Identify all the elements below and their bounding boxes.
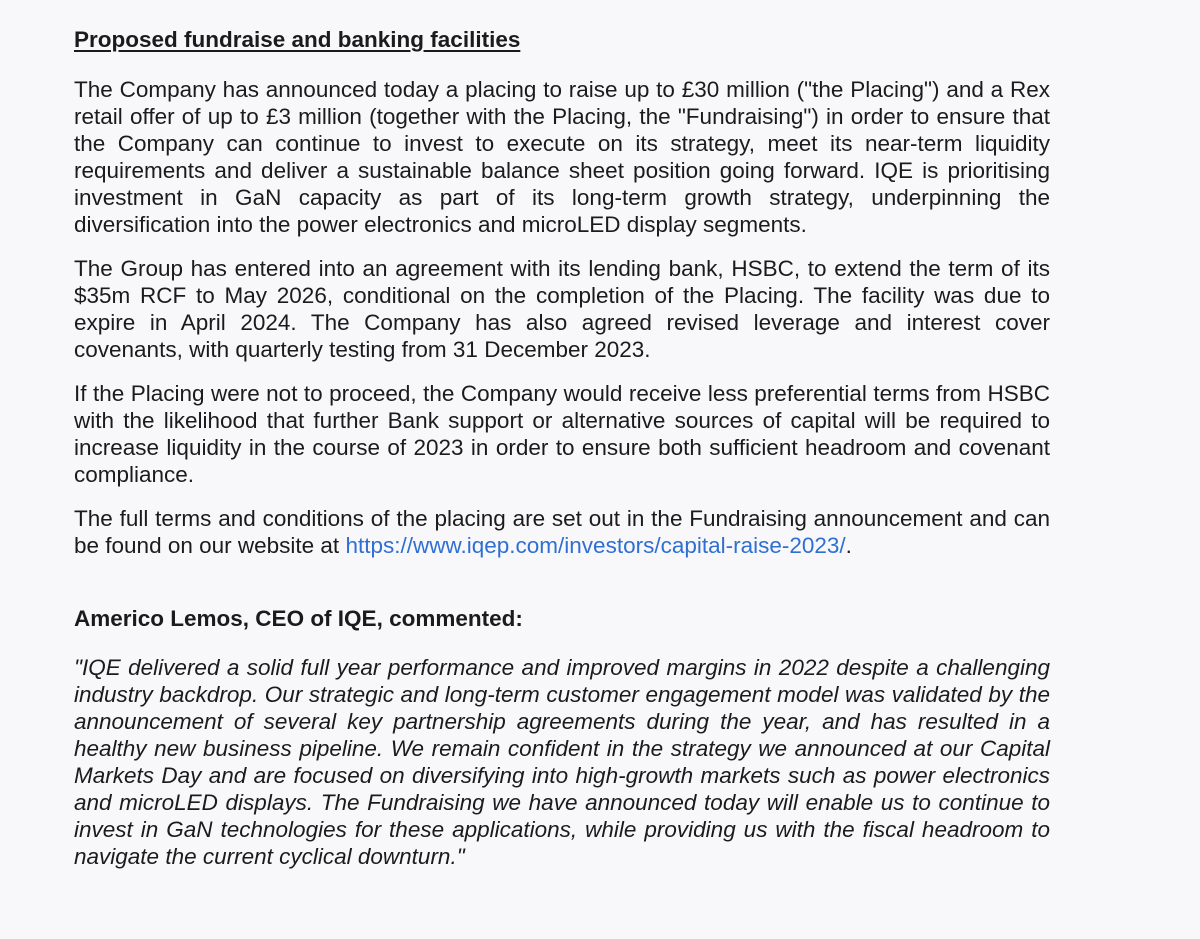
paragraph-banking: The Group has entered into an agreement with its lending bank, HSBC, to extend the term of its $35m RCF to May 2026, conditional on the completion of the Placing. The facility was due to expire in April 2024. The Company has also agreed revised leverage and interest cover covenants, with quarterly testing from 31 December 2023. (74, 256, 1050, 362)
capital-raise-link[interactable]: https://www.iqep.com/investors/capital-raise-2023/ (345, 533, 846, 558)
paragraph-terms-suffix: . (845, 533, 852, 558)
paragraph-risk: If the Placing were not to proceed, the Company would receive less preferential terms from HSBC with the likelihood that further Bank support or alternative sources of capital will be required to increase liquidity in the course of 2023 in order to ensure both sufficient headroom and covenant compliance. (74, 381, 1050, 487)
section-heading: Proposed fundraise and banking facilities (74, 27, 521, 52)
quote-attribution: Americo Lemos, CEO of IQE, commented: (74, 606, 523, 631)
paragraph-placing: The Company has announced today a placing to raise up to £30 million ("the Placing") and a Rex retail offer of up to £3 million (together with the Placing, the "Fundraising") in order to ensure that the Company can continue to invest to execute on its strategy, meet its near-term liquidity requirements and deliver a sustainable balance sheet position going forward. IQE is prioritising investment in GaN capacity as part of its long-term growth strategy, underpinning the diversification into the power electronics and microLED display segments. (74, 77, 1050, 237)
paragraph-terms-text: The full terms and conditions of the placing are set out in the Fundraising announcement and can be found on our website at (74, 506, 1050, 558)
paragraph-terms (74, 505, 1050, 559)
ceo-quote: "IQE delivered a solid full year performance and improved margins in 2022 despite a challenging industry backdrop. Our strategic and long-term customer engagement model was validated by the announcement of several key partnership agreements during the year, and has resulted in a healthy new business pipeline. We remain confident in the strategy we announced at our Capital Markets Day and are focused on diversifying into high-growth markets such as power electronics and microLED displays. The Fundraising we have announced today will enable us to continue to invest in GaN technologies for these applications, while providing us with the fiscal headroom to navigate the current cyclical downturn." (74, 655, 1050, 869)
document-body (74, 26, 1050, 870)
